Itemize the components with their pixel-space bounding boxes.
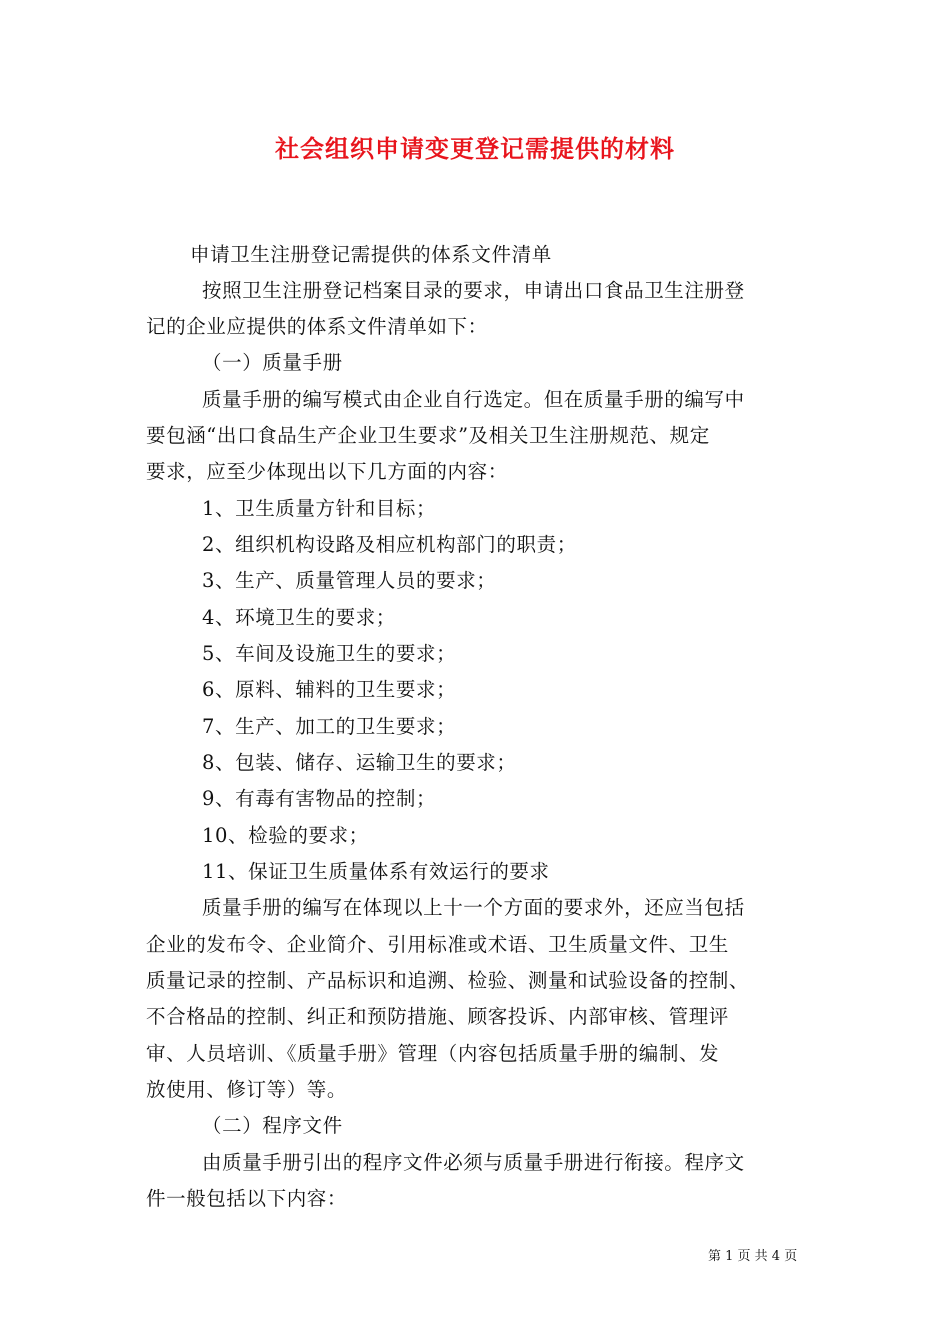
paragraph-line: 审、人员培训、《质量手册》管理（内容包括质量手册的编制、发: [146, 1042, 720, 1065]
paragraph-line: 要求，应至少体现出以下几方面的内容：: [146, 460, 508, 483]
page-number: 第 1 页 共 4 页: [708, 1249, 798, 1264]
paragraph-line: 质量手册的编写模式由企业自行选定。但在质量手册的编写中: [202, 388, 745, 411]
subsection-heading: （二）程序文件: [202, 1114, 343, 1137]
paragraph-line: 质量手册的编写在体现以上十一个方面的要求外，还应当包括: [202, 896, 745, 919]
paragraph-line: 件一般包括以下内容：: [146, 1187, 348, 1210]
list-item: 9、有毒有害物品的控制；: [202, 787, 437, 810]
list-item: 2、组织机构设路及相应机构部门的职责；: [202, 533, 577, 556]
list-item: 5、车间及设施卫生的要求；: [202, 642, 457, 665]
list-item: 10、检验的要求；: [202, 824, 369, 847]
list-item: 4、环境卫生的要求；: [202, 606, 396, 629]
paragraph-line: 企业的发布令、企业简介、引用标准或术语、卫生质量文件、卫生: [146, 933, 729, 956]
list-item: 11、保证卫生质量体系有效运行的要求: [202, 860, 550, 883]
document-title: 社会组织申请变更登记需提供的材料: [275, 134, 675, 163]
subsection-heading: （一）质量手册: [202, 351, 343, 374]
list-item: 1、卫生质量方针和目标；: [202, 497, 437, 520]
paragraph-line: 按照卫生注册登记档案目录的要求，申请出口食品卫生注册登: [202, 279, 745, 302]
list-item: 3、生产、质量管理人员的要求；: [202, 569, 497, 592]
list-item: 8、包装、储存、运输卫生的要求；: [202, 751, 517, 774]
list-item: 7、生产、加工的卫生要求；: [202, 715, 457, 738]
paragraph-line: 质量记录的控制、产品标识和追溯、检验、测量和试验设备的控制、: [146, 969, 750, 992]
paragraph-line: 由质量手册引出的程序文件必须与质量手册进行衔接。程序文: [202, 1151, 745, 1174]
paragraph-line: 放使用、修订等）等。: [146, 1078, 348, 1101]
list-item: 6、原料、辅料的卫生要求；: [202, 678, 457, 701]
paragraph-line: 记的企业应提供的体系文件清单如下：: [146, 315, 488, 338]
paragraph-line: 不合格品的控制、纠正和预防措施、顾客投诉、内部审核、管理评: [146, 1005, 729, 1028]
paragraph-line: 要包涵“出口食品生产企业卫生要求”及相关卫生注册规范、规定: [146, 424, 710, 447]
section-heading: 申请卫生注册登记需提供的体系文件清单: [190, 243, 552, 266]
